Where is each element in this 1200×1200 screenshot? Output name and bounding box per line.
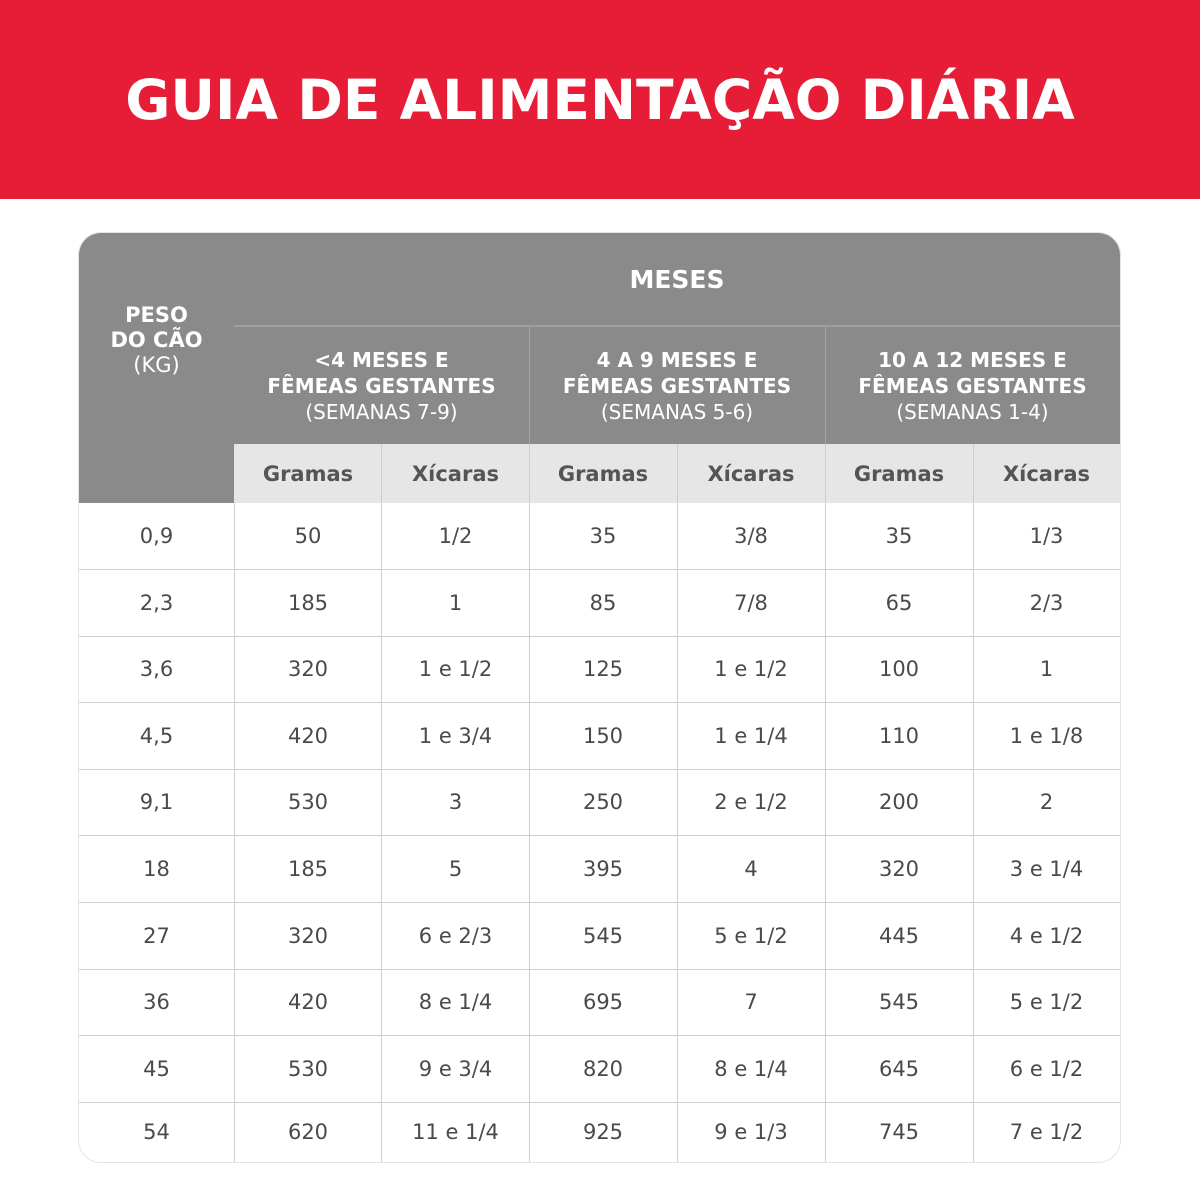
cups-cell: 2 e 1/2 — [714, 790, 788, 814]
grams-cell: 320 — [878, 856, 920, 881]
column-divider — [381, 503, 382, 1162]
cups-cell: 9 e 3/4 — [418, 1056, 493, 1081]
cups-cell: 1 — [448, 590, 463, 615]
group-divider — [529, 327, 530, 444]
cups-cell: 6 e 2/3 — [418, 923, 493, 948]
cups-cell: 1/2 — [438, 524, 473, 548]
group-header-1 — [234, 327, 529, 444]
grams-cell: 820 — [582, 1056, 624, 1081]
grams-cell: 250 — [582, 790, 624, 814]
row-divider — [79, 835, 1120, 836]
group-divider — [825, 327, 826, 444]
cups-cell: 5 e 1/2 — [714, 923, 788, 948]
subheader-divider — [381, 444, 382, 503]
subheader-divider — [677, 444, 678, 503]
subheader-divider — [529, 444, 530, 503]
row-divider — [79, 902, 1120, 903]
cups-cell: 7 e 1/2 — [1009, 1120, 1084, 1144]
months-header: MESES — [234, 233, 1120, 327]
row-divider — [79, 969, 1120, 970]
grams-cell: 100 — [878, 657, 920, 681]
cups-cell: 11 e 1/4 — [412, 1120, 499, 1144]
grams-cell: 420 — [287, 723, 329, 748]
subheader-divider — [973, 444, 974, 503]
subheader-grams: Gramas — [234, 444, 382, 503]
row-divider — [79, 636, 1120, 637]
column-divider — [825, 503, 826, 1162]
group-header-3 — [825, 327, 1120, 444]
group-2-line2: FÊMEAS GESTANTES — [562, 373, 792, 398]
weight-cell: 36 — [143, 990, 170, 1014]
grams-cell: 85 — [589, 590, 617, 615]
cups-cell: 1 e 1/2 — [714, 657, 788, 681]
group-3-line1: 10 A 12 MESES E — [878, 347, 1067, 372]
cups-cell: 1 e 1/8 — [1009, 723, 1084, 748]
grams-cell: 925 — [582, 1120, 624, 1144]
weight-header-line2: DO CÃO — [110, 327, 203, 352]
cups-cell: 9 e 1/3 — [714, 1120, 788, 1144]
page-title: GUIA DE ALIMENTAÇÃO DIÁRIA — [125, 67, 1075, 132]
cups-cell: 1 — [1039, 657, 1054, 681]
cups-cell: 4 e 1/2 — [1009, 923, 1084, 948]
row-divider — [79, 769, 1120, 770]
weight-cell: 45 — [143, 1056, 170, 1081]
grams-cell: 35 — [885, 524, 913, 548]
weight-cell: 9,1 — [139, 790, 174, 814]
group-1-line1: <4 MESES E — [314, 347, 449, 372]
grams-cell: 35 — [589, 524, 617, 548]
grams-cell: 745 — [878, 1120, 920, 1144]
grams-cell: 185 — [287, 590, 329, 615]
weight-cell: 18 — [143, 856, 170, 881]
group-header-2 — [529, 327, 825, 444]
grams-cell: 320 — [287, 923, 329, 948]
cups-cell: 8 e 1/4 — [714, 1056, 788, 1081]
cups-cell: 3/8 — [734, 524, 768, 548]
group-1-line2: FÊMEAS GESTANTES — [267, 373, 496, 398]
group-3-line2: FÊMEAS GESTANTES — [858, 373, 1087, 398]
grams-cell: 545 — [878, 990, 920, 1014]
group-2-line3: (SEMANAS 5-6) — [600, 399, 754, 424]
grams-cell: 320 — [287, 657, 329, 681]
cups-cell: 2/3 — [1029, 590, 1064, 615]
grams-cell: 645 — [878, 1056, 920, 1081]
weight-column-header — [79, 233, 234, 503]
cups-cell: 3 e 1/4 — [1009, 856, 1084, 881]
group-1-line3: (SEMANAS 7-9) — [305, 399, 458, 424]
cups-cell: 1 e 1/2 — [418, 657, 493, 681]
cups-cell: 4 — [744, 856, 758, 881]
column-divider — [677, 503, 678, 1162]
weight-cell: 54 — [143, 1120, 170, 1144]
grams-cell: 695 — [582, 990, 624, 1014]
cups-cell: 1/3 — [1029, 524, 1064, 548]
grams-cell: 200 — [878, 790, 920, 814]
subheader-grams: Gramas — [825, 444, 973, 503]
cups-cell: 3 — [448, 790, 463, 814]
weight-cell: 0,9 — [139, 524, 174, 548]
cups-cell: 6 e 1/2 — [1009, 1056, 1084, 1081]
cups-cell: 1 e 3/4 — [418, 723, 493, 748]
grams-cell: 150 — [582, 723, 624, 748]
grams-cell: 530 — [287, 1056, 329, 1081]
subheader-cups: Xícaras — [973, 444, 1120, 503]
weight-header-line3: (KG) — [133, 352, 180, 377]
grams-cell: 65 — [885, 590, 913, 615]
grams-cell: 125 — [582, 657, 624, 681]
grams-cell: 420 — [287, 990, 329, 1014]
row-divider — [79, 569, 1120, 570]
subheader-cups: Xícaras — [677, 444, 825, 503]
grams-cell: 620 — [287, 1120, 329, 1144]
row-divider — [79, 1102, 1120, 1103]
weight-header-line1: PESO — [125, 302, 188, 327]
grams-cell: 395 — [582, 856, 624, 881]
cups-cell: 7/8 — [734, 590, 768, 615]
column-divider — [529, 503, 530, 1162]
feeding-table — [79, 233, 1120, 1162]
cups-cell: 5 e 1/2 — [1009, 990, 1084, 1014]
cups-cell: 2 — [1039, 790, 1054, 814]
grams-cell: 545 — [582, 923, 624, 948]
grams-cell: 530 — [287, 790, 329, 814]
group-3-line3: (SEMANAS 1-4) — [896, 399, 1049, 424]
cups-cell: 1 e 1/4 — [714, 723, 788, 748]
grams-cell: 50 — [294, 524, 322, 548]
subheader-divider — [825, 444, 826, 503]
weight-cell: 3,6 — [139, 657, 174, 681]
grams-cell: 185 — [287, 856, 329, 881]
row-divider — [79, 1035, 1120, 1036]
column-divider — [973, 503, 974, 1162]
subheader-grams: Gramas — [529, 444, 677, 503]
grams-cell: 445 — [878, 923, 920, 948]
cups-cell: 7 — [744, 990, 758, 1014]
cups-cell: 5 — [448, 856, 463, 881]
weight-cell: 4,5 — [139, 723, 174, 748]
weight-cell: 27 — [143, 923, 170, 948]
cups-cell: 8 e 1/4 — [418, 990, 493, 1014]
grams-cell: 110 — [878, 723, 920, 748]
weight-cell: 2,3 — [139, 590, 174, 615]
subheader-cups: Xícaras — [382, 444, 529, 503]
group-2-line1: 4 A 9 MESES E — [596, 347, 758, 372]
title-banner — [0, 0, 1200, 199]
row-divider — [79, 702, 1120, 703]
column-divider — [234, 503, 235, 1162]
